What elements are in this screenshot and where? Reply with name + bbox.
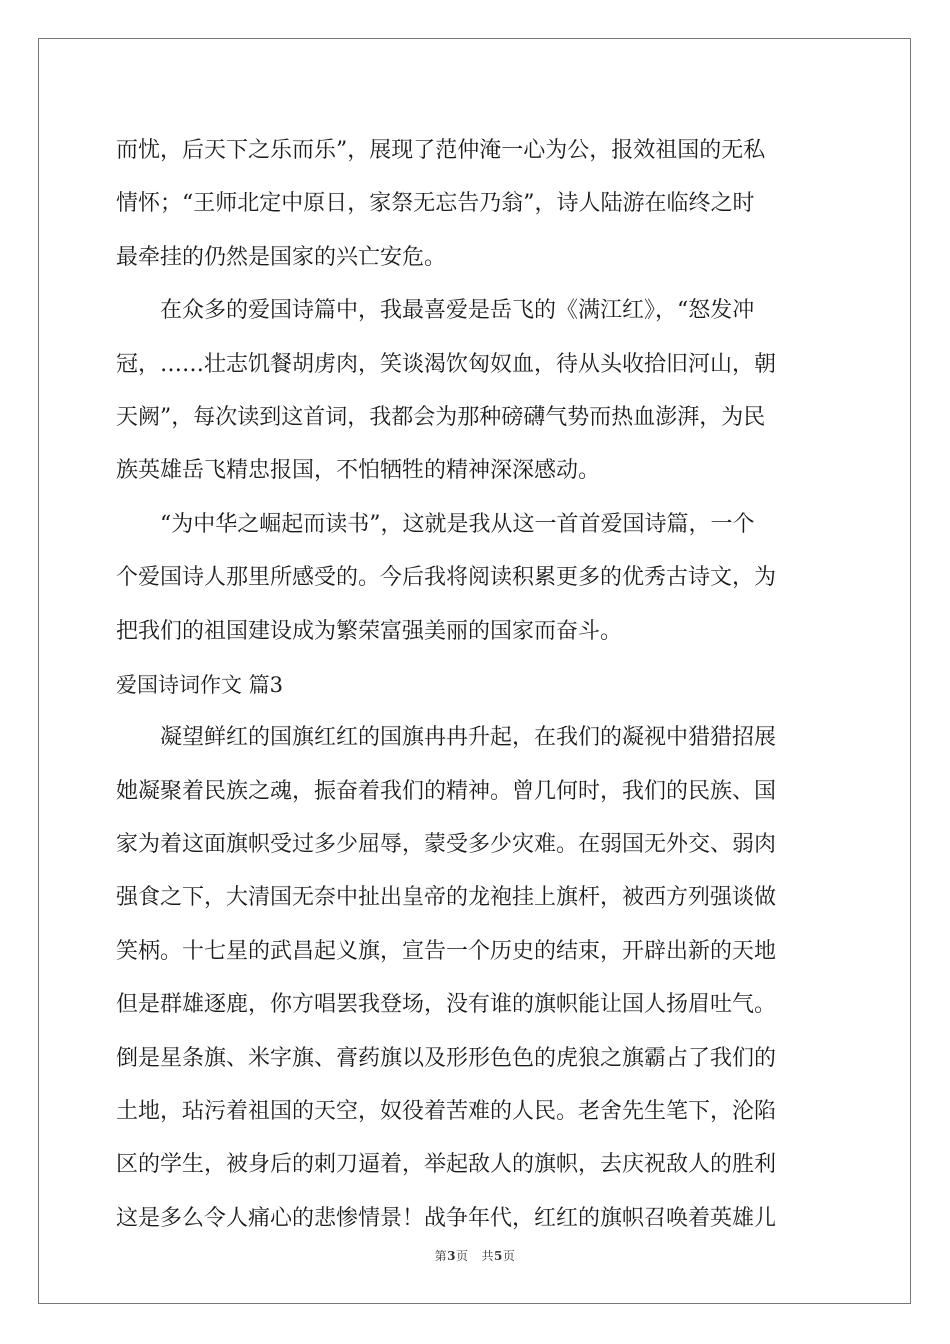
page-suffix: 页 <box>456 1249 469 1263</box>
paragraph-start-line: 在众多的爱国诗篇中，我最喜爱是岳飞的《满江红》，“怒发冲 <box>160 298 755 324</box>
page-number: 3 <box>447 1249 456 1263</box>
document-body <box>116 127 836 1248</box>
text-line: 区的学生，被身后的刺刀逼着，举起敌人的旗帜，去庆祝敌人的胜利 <box>116 1152 777 1178</box>
page-footer <box>0 1247 950 1264</box>
text-line: 但是群雄逐鹿，你方唱罢我登场，没有谁的旗帜能让国人扬眉吐气。 <box>116 992 777 1018</box>
paragraph-start-line: “为中华之崛起而读书”，这就是我从这一首首爱国诗篇，一个 <box>160 511 755 537</box>
text-line: 倒是星条旗、米字旗、膏药旗以及形形色色的虎狼之旗霸占了我们的 <box>116 1045 777 1071</box>
page-prefix: 第 <box>434 1249 448 1263</box>
total-pages: 5 <box>493 1249 503 1263</box>
text-line: 而忧，后天下之乐而乐”，展现了范仲淹一心为公，报效祖国的无私 <box>116 138 766 163</box>
text-line: 族英雄岳飞精忠报国，不怕牺牲的精神深深感动。 <box>116 458 601 484</box>
text-line: 天阙”，每次读到这首词，我都会为那种磅礴气势而热血澎湃，为民 <box>116 404 766 430</box>
text-line: 笑柄。十七星的武昌起义旗，宣告一个历史的结束，开辟出新的天地 <box>116 938 777 964</box>
text-line: 个爱国诗人那里所感受的。今后我将阅读积累更多的优秀古诗文，为 <box>116 565 777 591</box>
text-line: 家为着这面旗帜受过多少屈辱，蒙受多少灾难。在弱国无外交、弱肉 <box>116 832 777 858</box>
text-line: 最牵挂的仍然是国家的兴亡安危。 <box>116 244 447 270</box>
text-line: 这是多么令人痛心的悲惨情景！战争年代，红红的旗帜召唤着英雄儿 <box>116 1205 777 1231</box>
total-prefix: 共 <box>481 1249 494 1263</box>
text-line: 冠，……壮志饥餐胡虏肉，笑谈渴饮匈奴血，待从头收拾旧河山，朝 <box>116 351 777 377</box>
text-line: 情怀；“王师北定中原日，家祭无忘告乃翁”，诗人陆游在临终之时 <box>116 191 755 217</box>
text-line: 强食之下，大清国无奈中扯出皇帝的龙袍挂上旗杆，被西方列强谈做 <box>116 885 777 911</box>
paragraph-start-line: 凝望鲜红的国旗红红的国旗冉冉升起，在我们的凝视中猎猎招展 <box>160 725 777 751</box>
section-heading: 爱国诗词作文 篇3 <box>116 672 284 697</box>
total-suffix: 页 <box>502 1249 516 1263</box>
text-line: 她凝聚着民族之魂，振奋着我们的精神。曾几何时，我们的民族、国 <box>116 778 777 804</box>
text-line: 土地，玷污着祖国的天空，奴役着苦难的人民。老舍先生笔下，沦陷 <box>116 1099 777 1125</box>
text-line: 把我们的祖国建设成为繁荣富强美丽的国家而奋斗。 <box>116 618 623 644</box>
